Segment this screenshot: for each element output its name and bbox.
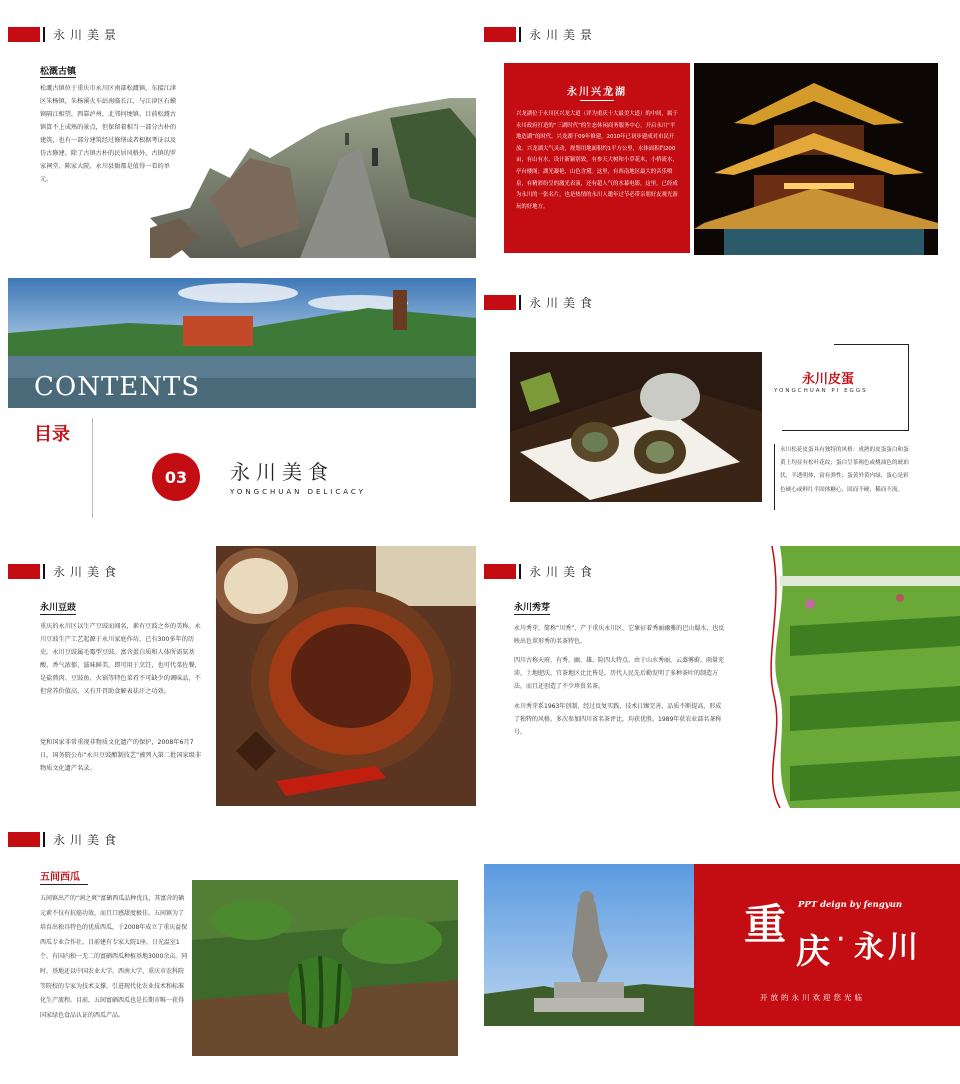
slide-2-xinglong-lake: [482, 20, 960, 262]
statue-photo: [484, 864, 694, 1026]
header-divider: [43, 27, 45, 42]
header-red-bar: [484, 27, 516, 42]
header-red-bar: [484, 564, 516, 579]
header-title: 永川美食: [529, 295, 598, 310]
frame-top-line: [834, 344, 908, 345]
title-char-3: 永川: [854, 930, 922, 965]
contents-word: CONTENTS: [34, 372, 201, 402]
century-eggs-photo: [510, 352, 762, 502]
para-2: 四川古称天府，有秀、幽、雄、险四大特点。由于山水秀丽，云蒸雾蔚，雨量充沛，土地肥沃，宜茶地区比比皆是。历代人民先后勤发明了多种茶叶的制造方法，而且还创造了不少珍贵名茶。: [514, 657, 725, 690]
frame-right-line: [908, 344, 909, 430]
title-underline: [40, 884, 88, 885]
pagoda-night-photo: [694, 63, 938, 255]
title-char-1: 重: [744, 900, 787, 949]
slide-7-watermelon: [0, 814, 478, 1080]
header-red-bar: [8, 832, 40, 847]
chapter-number: 03: [164, 467, 188, 487]
tea-plantation-photo: [750, 546, 960, 808]
header-title: 永川美景: [529, 27, 598, 42]
para-1: 永川秀芽，简称“川秀”，产于重庆永川区。它象征着秀丽幽雅的巴山蜀水，也反映出色翠形秀的名茶特色。: [514, 625, 725, 645]
frame-bottom-line: [782, 430, 909, 431]
header-title: 永川美景: [53, 27, 122, 42]
watermelon-field-photo: [192, 880, 458, 1056]
para-3: 永川秀芽系1963年创制，经过反复实践，技术日臻完善，品质不断提高，形成了独特的风格。多次参加四川省名茶评比，均获优胜。1989年获农业部名茶称号。: [514, 703, 722, 736]
section-title: 永川皮蛋: [802, 372, 855, 387]
title-dot: ·: [836, 922, 846, 957]
header-divider: [43, 832, 45, 847]
header-divider: [519, 564, 521, 579]
section-body: 松溉古镇位于重庆市永川区南部松溉镇，东接江津区朱杨镇，朱杨溪火车站南临长江，与江津区石蟆镇隔江相望，西靠泸州，北邻何埂镇。目前松溉古镇算不上成熟的景点，但保留着相当一部分古朴的建筑，也有一部分建筑经过修缮或者根据考证以及仿古修建。除了古镇古朴的民居风格外，古镇的罗家祠堂、陈家大院、永川县衙都是值得一看的单元。: [40, 85, 177, 183]
design-credit: PPT deign by fengyun: [798, 900, 903, 910]
title-char-2: 庆: [796, 932, 830, 972]
header-divider: [519, 295, 521, 310]
lake-info-box: [504, 63, 690, 253]
title-underline: [40, 77, 76, 78]
slide-8-closing: [482, 864, 960, 1026]
lake-title: 永川兴龙湖: [567, 87, 627, 98]
section-title: 五间西瓜: [40, 872, 80, 883]
section-title: 松溉古镇: [40, 67, 77, 77]
title-underline: [40, 614, 76, 615]
slide-header: [484, 293, 597, 311]
section-body: 五间镇出产的“润之爽”富硒西瓜品种优良，其富含的硒元素不仅有抗癌功效，而且口感甜度极佳。五间镇为了培育出独具特色的优质西瓜，于2008年成立了重庆益保西瓜专业合作社。目前建有专家大院1座、日光温室1个，有国内独一无二的富硒西瓜种植基地3000余亩。同时，基地还以中国农业大学、西南大学、重庆市农科院等院校的专家为技术支撑，引进现代化农业技术和标准化生产流程。目前，五间富硒西瓜也是长期市唯一获得国家绿色食品认证的西瓜产品。: [40, 895, 188, 1019]
header-divider: [43, 564, 45, 579]
lake-body: 兴龙湖位于永川区兴龙大道（评为重庆十大最美大道）的中间，属于永川政府打造的“三湖时代”的生态休闲商务服务中心，开启永川“平地造湖”的时代。兴龙湖于09年修建，2010年已初步建成对市民开放。兴龙湖大气灵动，规划用地面积约1平方公里，水体面积约200亩，有山有水，设计新颖别致，有参天大树和小草花木，小桥流水，亭台楼阁；湖光凝艳、山色含黛。这里，有西南地区最大的音乐喷泉，有精彩纷呈的激光表演，还有超人气的水幕电影，这里，已经成为永川的一张名片，也是热情的永川人邀年过节必带亲朋好友观光游玩的好地方。: [516, 111, 678, 210]
slide-5-douchi: [0, 546, 478, 810]
vertical-divider: [92, 418, 93, 518]
header-red-bar: [484, 295, 516, 310]
chapter-subtitle: YONGCHUAN DELICACY: [230, 488, 366, 496]
slide-1-songji-town: [0, 20, 478, 262]
section-body-2: 党和国家非常重视非物质文化遗产的保护，2008年6月7日，国务院公布“永川豆豉酿制技艺”被列入第二批国家级非物质文化遗产名录。: [40, 739, 202, 772]
title-underline: [514, 614, 550, 615]
slide-4-pi-eggs: [482, 288, 960, 528]
closing-red-panel: [694, 864, 960, 1026]
header-red-bar: [8, 27, 40, 42]
section-title: 永川秀芽: [514, 603, 551, 613]
section-subtitle: YONGCHUAN PI EGGS: [774, 388, 868, 394]
ancient-town-street-photo: [150, 98, 476, 258]
slide-header: [484, 562, 597, 580]
header-title: 永川美食: [53, 832, 122, 847]
section-title: 永川豆豉: [40, 603, 77, 613]
header-title: 永川美食: [529, 564, 598, 579]
slide-header: [8, 25, 121, 43]
section-body: 永川松花皮蛋具有独特的风格：成熟的皮蛋蛋白和蛋黄上均显有松叶花纹；蛋白呈茶褐色或桃油色的琥珀状，半透明体，富有弹性；蛋黄外黄内绿，蛋心是彩色硬心或鲜红半固体糖心，固而不硬，稀而不流。: [780, 447, 909, 493]
header-title: 永川美食: [53, 564, 122, 579]
fermented-bean-dish-photo: [216, 546, 476, 806]
header-red-bar: [8, 564, 40, 579]
slide-header: [8, 830, 121, 848]
left-rule: [774, 444, 775, 510]
header-divider: [519, 27, 521, 42]
chapter-title: 永川美食: [230, 460, 334, 484]
slide-header: [8, 562, 121, 580]
slide-header: [484, 25, 597, 43]
lake-title-underline: [580, 100, 614, 101]
chapter-number-circle: [152, 453, 200, 501]
mulu-title: 目录: [34, 424, 70, 445]
slide-6-xiuya-tea: [482, 546, 960, 810]
slide-3-contents: [0, 278, 478, 528]
welcome-tagline: 开放的永川欢迎您光临: [760, 993, 865, 1002]
section-body: 重庆的永川区以生产豆豉而闻名，素有豆豉之乡的美称。永川豆豉生产工艺起源于永川家庭作坊，已有300多年的历史。永川豆豉属毛霉型豆豉。富含蛋白质和人体所需氨基酸，香气浓郁，滋味鲜美，即可用于烹饪，也可代菜佐餐，是盐煎肉、豆豉鱼、火锅等特色菜肴不可缺少的调味品，不但营养价值高，又有开胃助食解表祛汗之功效。: [40, 623, 201, 695]
